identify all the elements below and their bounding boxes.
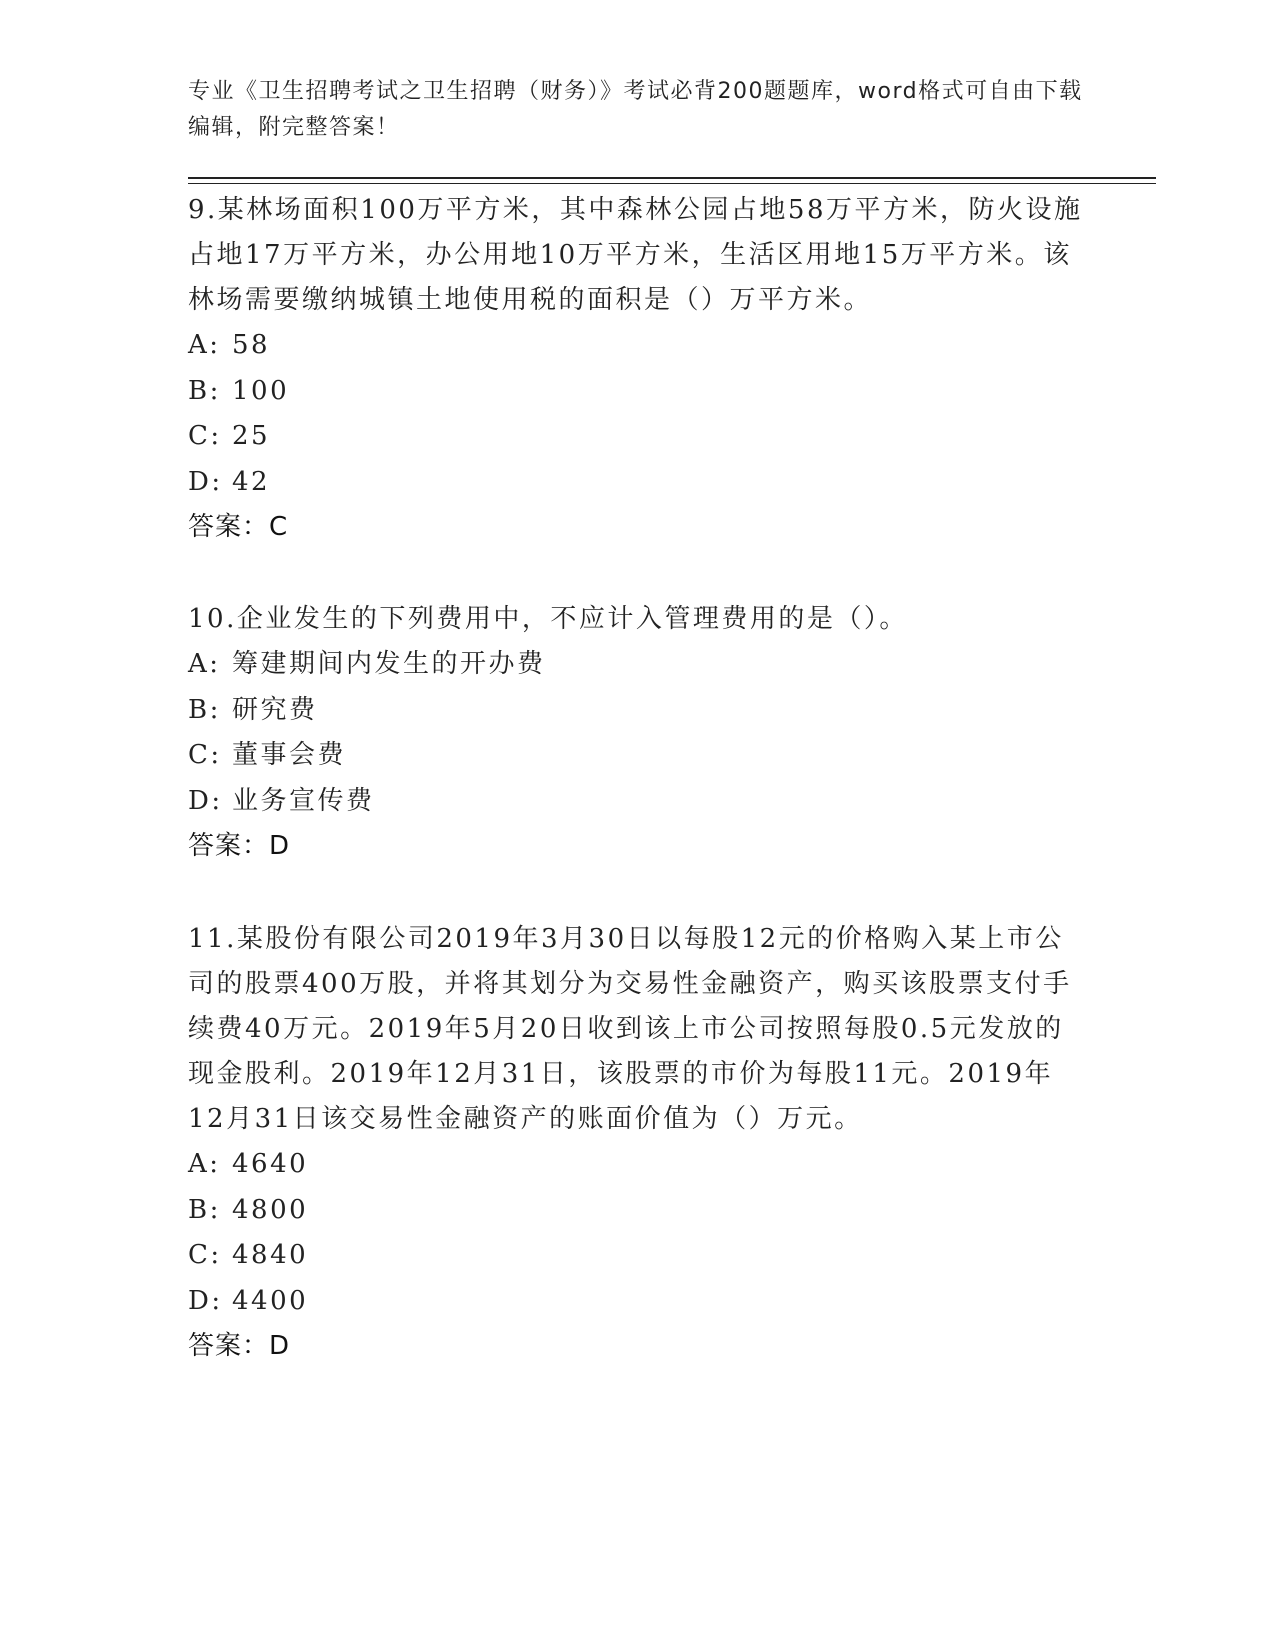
option-letter: C: xyxy=(188,1240,222,1270)
option-text: 研究费 xyxy=(232,694,318,725)
header-divider-thin xyxy=(188,183,1156,184)
option-b xyxy=(188,369,1088,415)
option-text: 4640 xyxy=(232,1149,309,1179)
header-divider-thick xyxy=(188,177,1156,179)
option-text: 100 xyxy=(232,375,290,406)
answer-label: 答案：D xyxy=(188,831,291,861)
option-list xyxy=(188,642,1088,824)
option-c xyxy=(188,414,1088,460)
option-letter: C: xyxy=(188,740,222,770)
option-list xyxy=(188,1142,1088,1324)
option-a xyxy=(188,1142,1088,1188)
question-text: 9.某林场面积100万平方米，其中森林公园占地58万平方米，防火设施占地17万平方米，办公用地10万平方米，生活区用地15万平方米。该林场需要缴纳城镇土地使用税的面积是（）万平方米。 xyxy=(188,195,1083,315)
option-letter: A: xyxy=(188,649,221,679)
question-9 xyxy=(188,188,1088,550)
option-a xyxy=(188,642,1088,688)
answer-label: 答案：D xyxy=(188,1331,291,1361)
option-letter: B: xyxy=(188,1194,221,1225)
option-letter: B: xyxy=(188,694,221,725)
option-c xyxy=(188,1233,1088,1279)
option-text: 业务宣传费 xyxy=(232,785,375,816)
option-text: 4840 xyxy=(232,1240,309,1270)
option-text: 4400 xyxy=(232,1285,309,1316)
option-text: 42 xyxy=(232,466,271,497)
option-b xyxy=(188,688,1088,734)
option-text: 58 xyxy=(232,330,271,360)
option-d xyxy=(188,779,1088,825)
option-d xyxy=(188,460,1088,506)
option-text: 董事会费 xyxy=(232,740,347,770)
option-a xyxy=(188,323,1088,369)
answer-label: 答案：C xyxy=(188,512,289,542)
option-text: 25 xyxy=(232,421,271,451)
option-c xyxy=(188,733,1088,779)
option-b xyxy=(188,1188,1088,1234)
option-letter: D: xyxy=(188,1285,223,1316)
question-11 xyxy=(188,917,1088,1369)
option-text: 筹建期间内发生的开办费 xyxy=(232,649,546,679)
option-letter: D: xyxy=(188,466,223,497)
option-list xyxy=(188,323,1088,505)
option-letter: D: xyxy=(188,785,223,816)
option-letter: A: xyxy=(188,1149,221,1179)
question-text: 10.企业发生的下列费用中，不应计入管理费用的是（）。 xyxy=(188,604,908,634)
option-d xyxy=(188,1279,1088,1325)
question-text: 11.某股份有限公司2019年3月30日以每股12元的价格购入某上市公司的股票400万股，并将其划分为交易性金融资产，购买该股票支付手续费40万元。2019年5月20日收到该上市公司按照每股0.5元发放的现金股利。2019年12月31日，该股票的市价为每股11元。2019年12月31日该交易性金融资产的账面价值为（）万元。 xyxy=(188,924,1072,1134)
option-letter: C: xyxy=(188,421,222,451)
option-text: 4800 xyxy=(232,1194,309,1225)
question-10 xyxy=(188,597,1088,869)
option-letter: A: xyxy=(188,330,221,360)
document-header: 专业《卫生招聘考试之卫生招聘（财务）》考试必背200题题库，word格式可自由下载编辑，附完整答案！ xyxy=(188,79,1083,140)
option-letter: B: xyxy=(188,375,221,406)
